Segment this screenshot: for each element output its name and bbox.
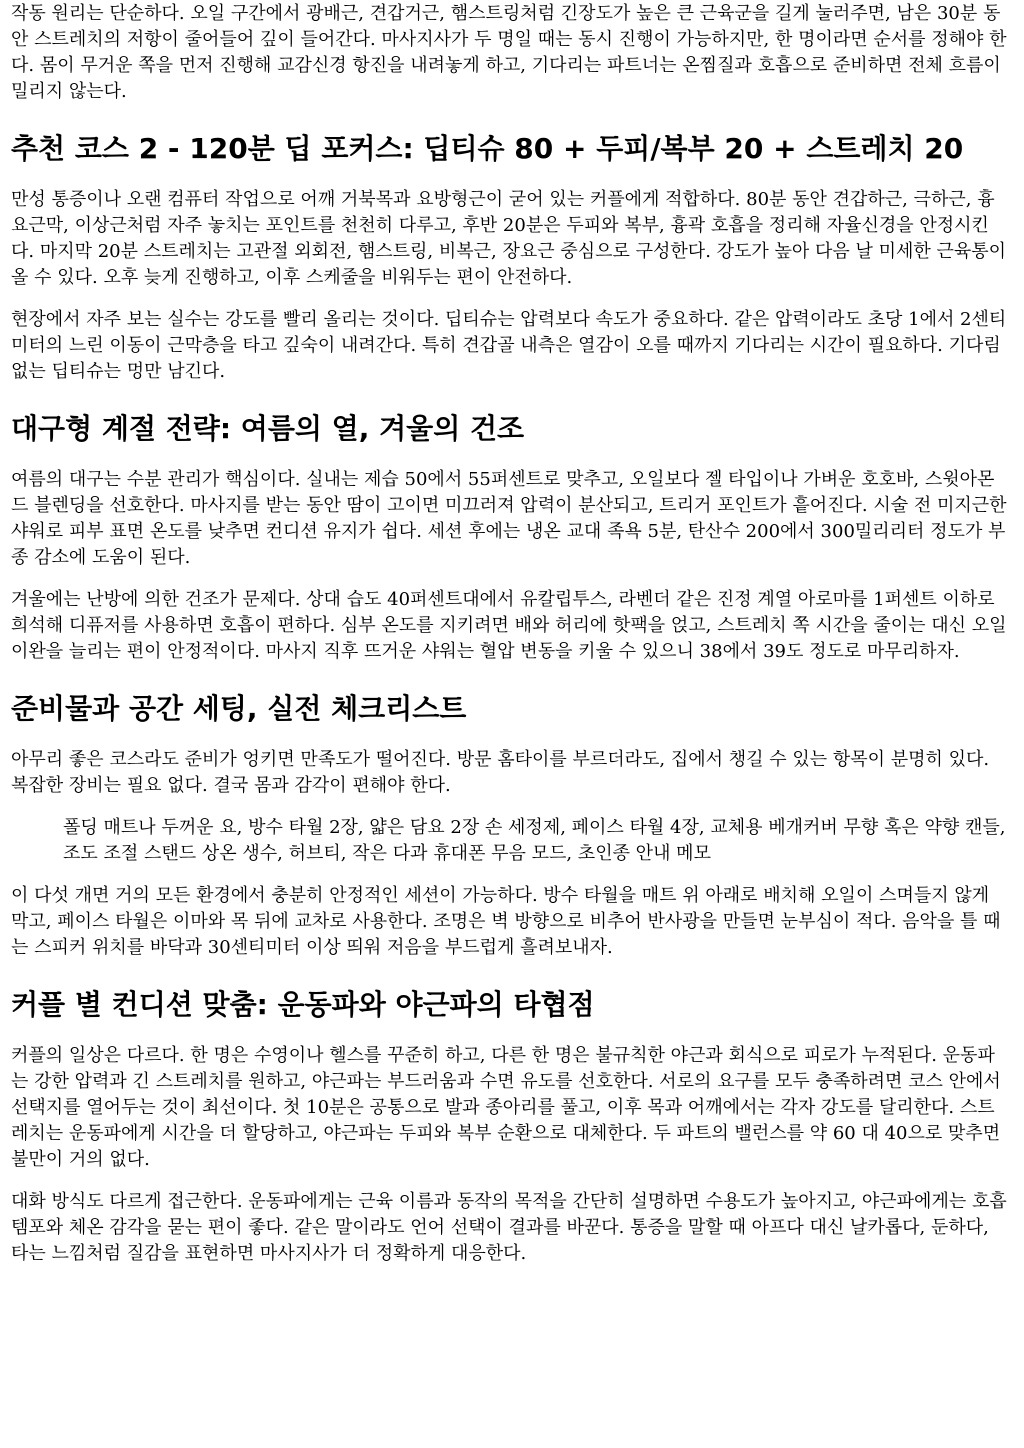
paragraph: 이 다섯 개면 거의 모든 환경에서 충분히 안정적인 세션이 가능하다. 방수 타월을 매트 위 아래로 배치해 오일이 스며들지 않게 막고, 페이스 타월은 이마와 목 뒤에 교차로 사용한다. 조명은 벽 방향으로 비추어 반사광을 만들면 눈부심이 적다. 음악을 틀 때는 스피커 위치를 바닥과 30센티미터 이상 띄워 저음을 부드럽게 흘려보내자. (11, 885, 1001, 958)
paragraph: 대화 방식도 다르게 접근한다. 운동파에게는 근육 이름과 동작의 목적을 간단히 설명하면 수용도가 높아지고, 야근파에게는 호흡 템포와 체온 감각을 묻는 편이 좋다. 같은 말이라도 언어 선택이 결과를 바꾼다. 통증을 말할 때 아프다 대신 날카롭다, 둔하다, 타는 느낌처럼 질감을 표현하면 마사지사가 더 정확하게 대응한다. (11, 1191, 1007, 1264)
checklist-blockquote: 폴딩 매트나 두꺼운 요, 방수 타월 2장, 얇은 담요 2장 손 세정제, 페이스 타월 4장, 교체용 베개커버 무향 혹은 약향 캔들, 조도 조절 스탠드 상온 생수, 허브티, 작은 다과 휴대폰 무음 모드, 초인종 안내 메모 (63, 817, 1006, 864)
section-heading-couple-condition: 커플 별 컨디션 맞춤: 운동파와 야근파의 타협점 (11, 988, 595, 1021)
section-heading-season-strategy: 대구형 계절 전략: 여름의 열, 겨울의 건조 (11, 412, 525, 445)
paragraph: 여름의 대구는 수분 관리가 핵심이다. 실내는 제습 50에서 55퍼센트로 맞추고, 오일보다 젤 타입이나 가벼운 호호바, 스윗아몬드 블렌딩을 선호한다. 마사지를 받는 동안 땀이 고이면 미끄러져 압력이 분산되고, 트리거 포인트가 흩어진다. 시술 전 미지근한 샤워로 피부 표면 온도를 낮추면 컨디션 유지가 쉽다. 세션 후에는 냉온 교대 족욕 5분, 탄산수 200에서 300밀리리터 정도가 부종 감소에 도움이 된다. (11, 469, 1007, 568)
paragraph: 커플의 일상은 다르다. 한 명은 수영이나 헬스를 꾸준히 하고, 다른 한 명은 불규칙한 야근과 회식으로 피로가 누적된다. 운동파는 강한 압력과 긴 스트레치를 원하고, 야근파는 부드러움과 수면 유도를 선호한다. 서로의 요구를 모두 충족하려면 코스 안에서 선택지를 열어두는 것이 최선이다. 첫 10분은 공통으로 발과 종아리를 풀고, 이후 목과 어깨에서는 각자 강도를 달리한다. 스트레치는 운동파에게 시간을 더 할당하고, 야근파는 두피와 복부 순환으로 대체한다. 두 파트의 밸런스를 약 60 대 40으로 맞추면 불만이 거의 없다. (11, 1045, 1001, 1170)
intro-paragraph: 작동 원리는 단순하다. 오일 구간에서 광배근, 견갑거근, 햄스트링처럼 긴장도가 높은 큰 근육군을 길게 눌러주면, 남은 30분 동안 스트레치의 저항이 줄어들어 깊이 들어간다. 마사지사가 두 명일 때는 동시 진행이 가능하지만, 한 명이라면 순서를 정해야 한다. 몸이 무거운 쪽을 먼저 진행해 교감신경 항진을 내려놓게 하고, 기다리는 파트너는 온찜질과 호흡으로 준비하면 전체 흐름이 밀리지 않는다. (11, 3, 1007, 102)
paragraph: 현장에서 자주 보는 실수는 강도를 빨리 올리는 것이다. 딥티슈는 압력보다 속도가 중요하다. 같은 압력이라도 초당 1에서 2센티미터의 느린 이동이 근막층을 타고 깊숙이 내려간다. 특히 견갑골 내측은 열감이 오를 때까지 기다리는 시간이 필요하다. 기다림 없는 딥티슈는 멍만 남긴다. (11, 309, 1007, 382)
section-heading-checklist: 준비물과 공간 세팅, 실전 체크리스트 (11, 692, 467, 725)
section-heading-course-2: 추천 코스 2 - 120분 딥 포커스: 딥티슈 80 + 두피/복부 20 + 스트레치 20 (11, 132, 964, 165)
paragraph: 아무리 좋은 코스라도 준비가 엉키면 만족도가 떨어진다. 방문 홈타이를 부르더라도, 집에서 챙길 수 있는 항목이 분명히 있다. 복잡한 장비는 필요 없다. 결국 몸과 감각이 편해야 한다. (11, 749, 990, 796)
paragraph: 겨울에는 난방에 의한 건조가 문제다. 상대 습도 40퍼센트대에서 유칼립투스, 라벤더 같은 진정 계열 아로마를 1퍼센트 이하로 희석해 디퓨저를 사용하면 호흡이 편하다. 심부 온도를 지키려면 배와 허리에 핫팩을 얹고, 스트레치 쪽 시간을 줄이는 대신 오일 이완을 늘리는 편이 안정적이다. 마사지 직후 뜨거운 샤워는 혈압 변동을 키울 수 있으니 38에서 39도 정도로 마무리하자. (11, 589, 1007, 662)
paragraph: 만성 통증이나 오랜 컴퓨터 작업으로 어깨 거북목과 요방형근이 굳어 있는 커플에게 적합하다. 80분 동안 견갑하근, 극하근, 흉요근막, 이상근처럼 자주 놓치는 포인트를 천천히 다루고, 후반 20분은 두피와 복부, 흉곽 호흡을 정리해 자율신경을 안정시킨다. 마지막 20분 스트레치는 고관절 외회전, 햄스트링, 비복근, 장요근 중심으로 구성한다. 강도가 높아 다음 날 미세한 근육통이 올 수 있다. 오후 늦게 진행하고, 이후 스케줄을 비워두는 편이 안전하다. (11, 189, 1007, 288)
